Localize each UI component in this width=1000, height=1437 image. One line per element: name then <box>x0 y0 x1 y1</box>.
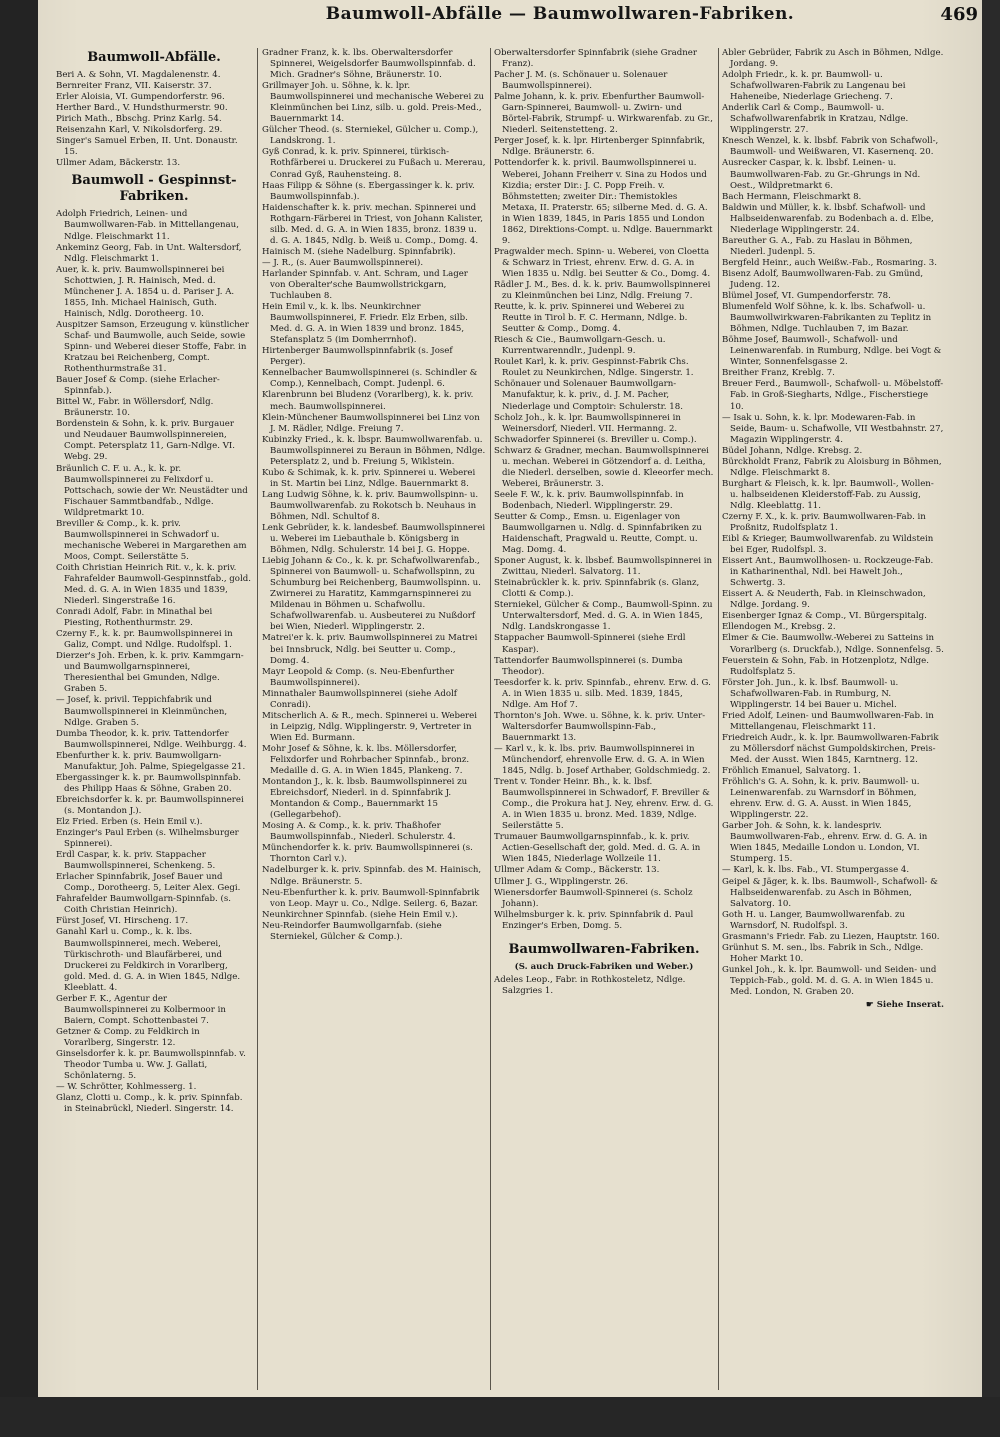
directory-entry: Teesdorfer k. k. priv. Spinnfab., ehrenv. Erw. d. G. A. in Wien 1835 u. silb. Med. 1839, 1845, Ndlge. Am Hof 7. <box>494 677 711 710</box>
directory-entry: Fröhlich Emanuel, Salvatorg. 1. <box>722 766 861 777</box>
directory-entry: Herther Bard., V. Hundsthurmerstr. 90. <box>56 103 228 114</box>
column-rule <box>257 48 258 1390</box>
directory-entry: Kennelbacher Baumwollspinnerei (s. Schindler & Comp.), Kennelbach, Compt. Judenpl. 6. <box>262 368 478 390</box>
directory-entry: Lang Ludwig Söhne, k. k. priv. Baumwollspinn- u. Baumwollwarenfab. zu Rokotsch b. Neuhaus in Böhmen, Ndl. Schultof 8. <box>262 489 479 522</box>
directory-entry: Adeles Leop., Fabr. in Rothkosteletz, Ndlge. Salzgries 1. <box>494 974 686 996</box>
directory-entry: Bräunlich C. F. u. A., k. k. pr. Baumwollspinnerei zu Felixdorf u. Pottschach, sowie der Wr. Neustädter und Fischauer Sammtbandfab., Ndlge. Wildpretmarkt 10. <box>56 463 248 518</box>
directory-entry: Erdl Caspar, k. k. priv. Stappacher Baumwollspinnerei, Schenkeng. 5. <box>56 850 216 872</box>
directory-entry: Grünhut S. M. sen., lbs. Fabrik in Sch., Ndlge. Hoher Markt 10. <box>722 942 924 964</box>
directory-entry: Coith Christian Heinrich Rit. v., k. k. priv. Fahrafelder Baumwoll-Gespinnstfab., gold. Med. d. G. A. in Wien 1835 und 1839, Niederl. Singerstraße 16. <box>56 562 251 607</box>
directory-entry: Goth H. u. Langer, Baumwollwarenfab. zu Warnsdorf, N. Rudolfspl. 3. <box>722 909 905 931</box>
directory-entry: Dierzer's Joh. Erben, k. k. priv. Kammgarn- und Baumwollgarnspinnerei, Theresienthal bei Gmunden, Ndlge. Graben 5. <box>56 651 244 695</box>
directory-entry: Klarenbrunn bei Bludenz (Vorarlberg), k. k. priv. mech. Baumwollspinnerei. <box>262 390 474 412</box>
directory-entry: Schwarz & Gradner, mechan. Baumwollspinnerei u. mechan. Weberei in Götzendorf a. d. Leitha, die Niederl. derselben, sowie d. Kleeorfer mech. Weberei, Bräunerstr. 3. <box>494 445 714 489</box>
directory-entry: Bauer Josef & Comp. (siehe Erlacher-Spinnfab.). <box>56 375 220 397</box>
directory-entry: Münchendorfer k. k. priv. Baumwollspinnerei (s. Thornton Carl v.). <box>262 843 473 865</box>
directory-entry: Enzinger's Paul Erben (s. Wilhelmsburger Spinnerei). <box>56 828 239 850</box>
directory-entry: — J. R., (s. Auer Baumwollspinnerei). <box>262 257 424 268</box>
page-number: 469 <box>940 4 978 25</box>
directory-entry: Haidenschafter k. k. priv. mechan. Spinnerei und Rothgarn-Färberei in Triest, von Johann Kalister, silb. Med. d. G. A. in Wien 1835, bronz. 1839 u. d. G. A. 1845, Ndlg. b. Weiß u. Comp., Domg. 4. <box>262 202 483 246</box>
directory-entry: Breither Franz, Kreblg. 7. <box>722 368 835 379</box>
directory-entry: Czerny F. X., k. k. priv. Baumwollwaren-Fab. in Proßnitz, Rudolfsplatz 1. <box>722 511 926 534</box>
directory-entry: Pirich Math., Bbschg. Prinz Karlg. 54. <box>56 114 222 125</box>
directory-entry: — Isak u. Sohn, k. k. lpr. Modewaren-Fab. in Seide, Baum- u. Schafwolle, VII Westbahnstr. 27, Magazin Wipplingerstr. 4. <box>722 412 944 445</box>
directory-entry: — W. Schrötter, Kohlmesserg. 1. <box>56 1082 197 1093</box>
directory-entry: Hainisch M. (siehe Nadelburg. Spinnfabrik). <box>262 246 456 257</box>
column-3 <box>494 48 714 1390</box>
directory-entry: Schönauer und Solenauer Baumwollgarn-Manufaktur, k. k. priv., d. J. M. Pacher, Niederlage und Comptoir: Schulerstr. 18. <box>494 379 683 412</box>
directory-entry: Mayr Leopold & Comp. (s. Neu-Ebenfurther Baumwollspinnerei). <box>262 666 455 688</box>
directory-entry: Eibl & Krieger, Baumwollwarenfab. zu Wildstein bei Eger, Rudolfspl. 3. <box>722 534 934 556</box>
directory-entry: Anderlik Carl & Comp., Baumwoll- u. Schafwollwarenfabrik in Kratzau, Ndlge. Wipplingerstr. 27. <box>722 103 909 136</box>
directory-entry: Grasmann's Friedr. Fab. zu Liezen, Hauptstr. 160. <box>722 931 940 942</box>
entry-list-waren <box>494 975 714 997</box>
directory-entry: Breviller & Comp., k. k. priv. Baumwollspinnerei in Schwadorf u. mechanische Weberei in Margarethen am Moos, Compt. Seilerstätte 5. <box>56 518 247 562</box>
directory-entry: Feuerstein & Sohn, Fab. in Hotzenplotz, Ndlge. Rudolfsplatz 5. <box>722 655 929 677</box>
directory-entry: Sterniekel, Gülcher & Comp., Baumwoll-Spinn. zu Unterwaltersdorf, Med. d. G. A. in Wien 1845, Ndlg. Landskrongasse 1. <box>494 600 713 633</box>
directory-entry: Ausrecker Caspar, k. k. lbsbf. Leinen- u. Baumwollwaren-Fab. zu Gr.-Ghrungs in Nd. Oest., Wildpretmarkt 6. <box>722 158 921 191</box>
directory-entry: Mohr Josef & Söhne, k. k. lbs. Möllersdorfer, Felixdorfer und Rohrbacher Spinnfab., bronz. Medaille d. G. A. in Wien 1845, Plankeng. 7. <box>262 743 470 777</box>
directory-entry: Ebenfurther k. k. priv. Baumwollgarn-Manufaktur, Joh. Palme, Spiegelgasse 21. <box>56 750 246 772</box>
directory-entry: Wilhelmsburger k. k. priv. Spinnfabrik d. Paul Enzinger's Erben, Domg. 5. <box>494 909 694 931</box>
directory-entry: Gerber F. K., Agentur der Baumwollspinnerei zu Kolbermoor in Baiern, Compt. Schottenbastei 7. <box>56 993 226 1026</box>
directory-entry: Elmer & Cie. Baumwollw.-Weberei zu Satteins in Vorarlberg (s. Druckfab.), Ndlge. Sonnenfelsg. 5. <box>722 633 944 655</box>
directory-entry: Ellendogen M., Krebsg. 2. <box>722 622 836 633</box>
directory-entry: Knesch Wenzel, k. k. lbsbf. Fabrik von Schafwoll-, Baumwoll- und Weißwaren, VI. Kasernenq. 20. <box>722 136 939 158</box>
directory-entry: Reisenzahn Karl, V. Nikolsdorferg. 29. <box>56 125 223 136</box>
directory-entry: Trent v. Tonder Heinr. Bh., k. k. lbsf. Baumwollspinnerei in Schwadorf, F. Breviller & Comp., die Prokura hat J. Ney, ehrenv. Erw. d. G. A. in Wien 1835 u. bronz. Med. 1839, Ndlge. Seilerstätte 5. <box>494 777 714 832</box>
directory-entry: Pottendorfer k. k. privil. Baumwollspinnerei u. Weberei, Johann Freiherr v. Sina zu Hodos und Kizdia; erster Dir.: J. C. Popp Freih. v. Böhmstetten; zweiter Dir.: Themistokles Metaxa, II. Praterstr. 65; silberne Med. d. G. A. in Wien 1839, 1845, in Paris 1855 und London 1862, Direktions-Compt. u. Ndlge. Bauernmarkt 9. <box>494 158 713 246</box>
directory-entry: Fürst Josef, VI. Hirscheng. 17. <box>56 916 189 927</box>
directory-entry: Beri A. & Sohn, VI. Magdalenenstr. 4. <box>56 70 221 80</box>
directory-entry: Seutter & Comp., Emsn. u. Eigenlager von Baumwollgarnen u. Ndlg. d. Spinnfabriken zu Haidenschaft, Pragwald u. Reutte, Compt. u. Mag. Domg. 4. <box>494 511 702 556</box>
directory-entry: Bordenstein & Sohn, k. k. priv. Burgauer und Neudauer Baumwollspinnereien, Compt. Petersplatz 11, Garn-Ndlge. VI. Webg. 29. <box>56 419 236 463</box>
directory-entry: — Karl, k. k. lbs. Fab., VI. Stumpergasse 4. <box>722 865 910 876</box>
directory-entry: Geipel & Jäger, k. k. lbs. Baumwoll-, Schafwoll- & Halbseidenwarenfab. zu Asch in Böhmen, Salvatorg. 10. <box>722 876 938 909</box>
directory-entry: Montandon J., k. k. lbsb. Baumwollspinnerei zu Ebreichsdorf, Niederl. in d. Spinnfabrik J. Montandon & Comp., Bauernmarkt 15 (Gellegarbehof). <box>262 777 468 821</box>
column-rule <box>490 48 491 1390</box>
directory-entry: Haas Filipp & Söhne (s. Ebergassinger k. k. priv. Baumwollspinnfab.). <box>262 180 475 202</box>
directory-entry: Pacher J. M. (s. Schönauer u. Solenauer Baumwollspinnerei). <box>494 70 668 92</box>
directory-entry: Dumba Theodor, k. k. priv. Tattendorfer Baumwollspinnerei, Ndlge. Weihburgg. 4. <box>56 728 247 750</box>
directory-entry: Steinabrückler k. k. priv. Spinnfabrik (s. Glanz, Clotti & Comp.). <box>494 578 700 600</box>
directory-entry: Fröhlich's G. A. Sohn, k. k. priv. Baumwoll- u. Leinenwarenfab. zu Warnsdorf in Böhmen, ehrenv. Erw. d. G. A. Ausst. in Wien 1845, Wipplingerstr. 22. <box>722 777 920 821</box>
directory-entry: Garber Joh. & Sohn, k. k. landespriv. Baumwollwaren-Fab., ehrenv. Erw. d. G. A. in Wien 1845, Medaille London u. London, VI. Stumperg. 15. <box>722 821 928 865</box>
directory-entry: Ebergassinger k. k. pr. Baumwollspinnfab. des Philipp Haas & Söhne, Graben 20. <box>56 772 242 794</box>
directory-entry: Fried Adolf, Leinen- und Baumwollwaren-Fab. in Mittellangenau, Fleischmarkt 11. <box>722 710 934 732</box>
directory-entry: Ganahl Karl u. Comp., k. k. lbs. Baumwollspinnerei, mech. Weberei, Türkischroth- und Blaufärberei, und Druckerei zu Feldkirch in Vorarlberg, gold. Med. d. G. A. in Wien 1845, Ndlge. Kleeblatt. 4. <box>56 927 241 993</box>
inserat-note: ☛ Siehe Inserat. <box>866 1000 944 1011</box>
section-heading-waren: Baumwollwaren-Fabriken. <box>508 941 700 957</box>
column-4 <box>722 48 944 1390</box>
directory-entry: Lenk Gebrüder, k. k. landesbef. Baumwollspinnerei u. Weberei im Liebauthale b. Königsberg in Böhmen, Ndlg. Schulerstr. 14 bei J. G. Hoppe. <box>262 523 486 556</box>
directory-entry: Ullmer Adam & Comp., Bäckerstr. 13. <box>494 865 660 876</box>
directory-entry: — Josef, k. privil. Teppichfabrik und Baumwollspinnerei in Kleinmünchen, Ndlge. Graben 5. <box>56 695 228 728</box>
section-heading-gespinst: Baumwoll - Gespinnst-Fabriken. <box>71 173 237 205</box>
directory-entry: Eisenberger Ignaz & Comp., VI. Bürgerspitalg. <box>722 611 927 622</box>
directory-entry: Böhme Josef, Baumwoll-, Schafwoll- und Leinenwarenfab. in Rumburg, Ndlge. bei Vogt & Winter, Sonnenfelsgasse 2. <box>722 335 942 368</box>
directory-entry: Neu-Ebenfurther k. k. priv. Baumwoll-Spinnfabrik von Leop. Mayr u. Co., Ndlge. Seilerg. 6, Bazar. <box>262 887 480 909</box>
entry-list-gespinst-cont <box>262 48 486 943</box>
directory-entry: — Karl v., k. k. lbs. priv. Baumwollspinnerei in Münchendorf, ehrenvolle Erw. d. G. A. in Wien 1845, Ndlg. b. Josef Arthaber, Goldschmiedg. 2. <box>494 743 711 777</box>
directory-entry: Harlander Spinnfab. v. Ant. Schram, und Lager von Oberalter'sche Baumwollstrickgarn, Tuchlauben 8. <box>262 268 468 302</box>
inserat-note-text: Siehe Inserat. <box>876 1000 944 1011</box>
directory-entry: Elz Fried. Erben (s. Hein Emil v.). <box>56 817 203 827</box>
directory-entry: Czerny F., k. k. pr. Baumwollspinnerei in Galiz, Compt. und Ndlge. Rudolfspl. 1. <box>56 629 233 651</box>
directory-entry: Erlacher Spinnfabrik, Josef Bauer und Comp., Dorotheerg. 5, Leiter Alex. Gegi. <box>56 872 241 894</box>
directory-entry: Gyß Conrad, k. k. priv. Spinnerei, türkisch-Rothfärberei u. Druckerei zu Fußach u. Mererau, Conrad Gyß, Rauhensteing. 8. <box>262 147 486 180</box>
directory-entry: Bach Hermann, Fleischmarkt 8. <box>722 191 862 202</box>
directory-entry: Bürckholdt Franz, Fabrik zu Aloisburg in Böhmen, Ndlge. Fleischmarkt 8. <box>722 456 942 478</box>
directory-entry: Baldwin und Müller, k. k. lbsbf. Schafwoll- und Halbseidenwarenfab. zu Bodenbach a. d. Elbe, Niederlage Wipplingerstr. 24. <box>722 202 934 235</box>
directory-entry: Erler Aloisia, VI. Gumpendorferstr. 96. <box>56 92 225 103</box>
section-subheading-waren: (S. auch Druck-Fabriken und Weber.) <box>514 961 694 972</box>
directory-entry: Riesch & Cie., Baumwollgarn-Gesch. u. Kurrentwarenndlr., Judenpl. 9. <box>494 335 666 357</box>
scan-border-bottom <box>0 1397 1000 1437</box>
directory-entry: Eissert A. & Neuderth, Fab. in Kleinschwadon, Ndlge. Jordang. 9. <box>722 589 926 611</box>
directory-entry: Neu-Reindorfer Baumwollgarnfab. (siehe Sterniekel, Gülcher & Comp.). <box>262 920 442 942</box>
entry-list-gespinst <box>56 209 252 1115</box>
directory-entry: Conradi Adolf, Fabr. in Minathal bei Piesting, Rothenthurmstr. 29. <box>56 607 213 629</box>
entry-list-abfaelle <box>56 70 252 169</box>
directory-entry: Tattendorfer Baumwollspinnerei (s. Dumba Theodor). <box>494 655 683 677</box>
directory-entry: Büdel Johann, Ndlge. Krebsg. 2. <box>722 445 863 456</box>
directory-entry: Palme Johann, k. k. priv. Ebenfurther Baumwoll-Garn-Spinnerei, Baumwoll- u. Zwirn- und Börtel-Fabrik, Strumpf- u. Wirkwarenfab. zu Gr., Niederl. Seitenstetteng. 2. <box>494 92 713 136</box>
directory-entry: Rädler J. M., Bes. d. k. k. priv. Baumwollspinnerei zu Kleinmünchen bei Linz, Ndlg. Freiung 7. <box>494 279 711 302</box>
directory-entry: Nadelburger k. k. priv. Spinnfab. des M. Hainisch, Ndlge. Bräunerstr. 5. <box>262 865 482 887</box>
directory-entry: Perger Josef, k. k. lpr. Hirtenberger Spinnfabrik, Ndlge. Bräunerstr. 6. <box>494 136 706 158</box>
directory-entry: Gunkel Joh., k. k. lpr. Baumwoll- und Seiden- und Teppich-Fab., gold. M. d. G. A. in Wien 1845 u. Med. London, N. Graben 20. <box>722 964 937 997</box>
directory-entry: Auer, k. k. priv. Baumwollspinnerei bei Schottwien, J. R. Hainisch, Med. d. Münchener J. A. 1854 u. d. Pariser J. A. 1855, Inh. Michael Hainisch, Guth. Hainisch, Ndlg. Dorotheerg. 10. <box>56 264 235 319</box>
directory-entry: Roulet Karl, k. k. priv. Gespinnst-Fabrik Chs. Roulet zu Neunkirchen, Ndlge. Singerstr. 1. <box>494 357 694 379</box>
directory-entry: Ullmer J. G., Wipplingerstr. 26. <box>494 876 629 887</box>
directory-entry: Ginselsdorfer k. k. pr. Baumwollspinnfab. v. Theodor Tumba u. Ww. J. Gallati, Schönlaterng. 5. <box>56 1048 246 1082</box>
directory-entry: Gülcher Theod. (s. Sterniekel, Gülcher u. Comp.), Landskrong. 1. <box>262 125 479 147</box>
directory-entry: Thornton's Joh. Wwe. u. Söhne, k. k. priv. Unter-Waltersdorfer Baumwollspinn-Fab., Bauernmarkt 13. <box>494 710 706 743</box>
directory-entry: Matrei'er k. k. priv. Baumwollspinnerei zu Matrei bei Innsbruck, Ndlg. bei Seutter u. Comp., Domg. 4. <box>262 633 478 666</box>
directory-entry: Mitscherlich A. & R., mech. Spinnerei u. Weberei in Leipzig, Ndlg. Wipplingerstr. 9, Vertreter in Wien Ed. Burmann. <box>262 710 478 743</box>
directory-entry: Bernreiter Franz, VII. Kaiserstr. 37. <box>56 81 212 92</box>
directory-entry: Bittel W., Fabr. in Wöllersdorf, Ndlg. Bräunerstr. 10. <box>56 397 214 419</box>
directory-entry: Burghart & Fleisch, k. k. lpr. Baumwoll-, Wollen- u. halbseidenen Kleiderstoff-Fab. zu Aussig, Ndlg. Kleeblattg. 11. <box>722 478 934 511</box>
directory-entry: Singer's Samuel Erben, II. Unt. Donaustr. 15. <box>56 136 238 158</box>
column-2 <box>262 48 486 1390</box>
directory-entry: Neunkirchner Spinnfab. (siehe Hein Emil v.). <box>262 909 458 920</box>
directory-entry: Ebreichsdorfer k. k. pr. Baumwollspinnerei (s. Montandon J.). <box>56 794 244 816</box>
directory-entry: Minnathaler Baumwollspinnerei (siehe Adolf Conradi). <box>262 688 457 710</box>
directory-entry: Adolph Friedrich, Leinen- und Baumwollwaren-Fab. in Mittellangenau, Ndlge. Fleischmarkt 11. <box>56 209 239 242</box>
directory-entry: Pragwalder mech. Spinn- u. Weberei, von Cloetta & Schwarz in Triest, ehrenv. Erw. d. G. A. in Wien 1835 u. Ndlg. bei Seutter & Co., Domg. 4. <box>494 246 711 279</box>
directory-entry: Kubo & Schimak, k. k. priv. Spinnerei u. Weberei in St. Martin bei Linz, Ndlge. Bauernmarkt 8. <box>262 467 476 489</box>
directory-entry: Hein Emil v., k. k. lbs. Neunkirchner Baumwollspinnerei, F. Friedr. Elz Erben, silb. Med. d. G. A. in Wien 1839 und bronz. 1845, Stefansplatz 5 (im Domherrnhof). <box>262 302 468 346</box>
entry-list-gespinst-cont-2 <box>494 48 714 932</box>
directory-entry: Oberwaltersdorfer Spinnfabrik (siehe Gradner Franz). <box>494 48 697 70</box>
directory-entry: Bareuther G. A., Fab. zu Haslau in Böhmen, Niederl. Judenpl. 5. <box>722 235 913 257</box>
directory-entry: Grillmayer Joh. u. Söhne, k. k. lpr. Baumwollspinnerei und mechanische Weberei zu Kleinmünchen bei Linz, silb. u. gold. Preis-Med., Bauernmarkt 14. <box>262 81 485 125</box>
directory-entry: Klein-Münchener Baumwollspinnerei bei Linz von J. M. Rädler, Ndlge. Freiung 7. <box>262 412 480 434</box>
directory-entry: Eissert Ant., Baumwollhosen- u. Rockzeuge-Fab. in Katharinenthal, Ndl. bei Hawelt Joh., Schwertg. 3. <box>722 556 934 589</box>
directory-entry: Sponer August, k. k. lbsbef. Baumwollspinnerei in Zwittau, Niederl. Salvatorg. 11. <box>494 556 712 578</box>
directory-entry: Bergfeld Heinr., auch Weißw.-Fab., Rosmaring. 3. <box>722 257 937 268</box>
directory-entry: Trumauer Baumwollgarnspinnfab., k. k. priv. Actien-Gesellschaft der, gold. Med. d. G. A. in Wien 1845, Niederlage Wollzeile 11. <box>494 832 701 865</box>
directory-entry: Schwadorfer Spinnerei (s. Breviller u. Comp.). <box>494 434 697 445</box>
directory-entry: Reutte, k. k. priv. Spinnerei und Weberei zu Reutte in Tirol b. F. C. Hermann, Ndlge. b. Seutter & Comp., Domg. 4. <box>494 302 688 335</box>
directory-entry: Seele F. W., k. k. priv. Baumwollspinnfab. in Bodenbach, Niederl. Wipplingerstr. 29. <box>494 489 684 511</box>
directory-columns <box>56 48 946 1390</box>
directory-entry: Liebig Johann & Co., k. k. pr. Schafwollwarenfab., Spinnerei von Baumwoll- u. Schafwollspinn, zu Schumburg bei Reichenberg, Baumwollspinn. u. Zwirnerei zu Haratitz, Kammgarnspinnerei zu Mildenau in Böhmen u. Schafwollu. Schafwollwarenfab. u. Ausbeuterei zu Nußdorf bei Wien, Niederl. Wipplingerstr. 2. <box>262 556 481 633</box>
directory-entry: Adolph Friedr., k. k. pr. Baumwoll- u. Schafwollwaren-Fabrik zu Langenau bei Haheneibe, Niederlage Griecheng. 7. <box>722 70 906 103</box>
directory-entry: Kubinzky Fried., k. k. lbspr. Baumwollwarenfab. u. Baumwollspinnerei zu Beraun in Böhmen, Ndlge. Petersplatz 2, und b. Freiung 5, Wiklstein. <box>262 434 486 467</box>
directory-entry: Auspitzer Samson, Erzeugung v. künstlicher Schaf- und Baumwolle, auch Seide, sowie Spinn- und Weberei dieser Stoffe, Fabr. in Kratzau bei Reichenberg, Compt. Rothenthurmstraße 31. <box>56 319 249 375</box>
directory-entry: Getzner & Comp. zu Feldkirch in Vorarlberg, Singerstr. 12. <box>56 1026 200 1048</box>
scan-border-right <box>982 0 1000 1437</box>
directory-entry: Blumenfeld Wolf Söhne, k. k. lbs. Schafwoll- u. Baumwollwirkwaren-Fabrikanten zu Teplitz in Böhmen, Ndlge. Tuchlauben 7, im Bazar. <box>722 302 932 335</box>
directory-entry: Ankeminz Georg, Fab. in Unt. Waltersdorf, Ndlg. Fleischmarkt 1. <box>56 242 242 264</box>
directory-entry: Breuer Ferd., Baumwoll-, Schafwoll- u. Möbelstoff-Fab. in Groß-Siegharts, Ndlge., Fischerstiege 10. <box>722 379 944 412</box>
directory-entry: Ullmer Adam, Bäckerstr. 13. <box>56 158 181 169</box>
running-header: Baumwoll-Abfälle — Baumwollwaren-Fabriken. <box>325 4 795 24</box>
directory-entry: Bisenz Adolf, Baumwollwaren-Fab. zu Gmünd, Judeng. 12. <box>722 268 924 290</box>
directory-entry: Förster Joh. Jun., k. k. lbsf. Baumwoll- u. Schafwollwaren-Fab. in Rumburg, N. Wipplingerstr. 14 bei Bauer u. Michel. <box>722 677 899 710</box>
directory-entry: Fahrafelder Baumwollgarn-Spinnfab. (s. Coith Christian Heinrich). <box>56 894 232 916</box>
directory-entry: Wienersdorfer Baumwoll-Spinnerei (s. Scholz Johann). <box>494 887 693 909</box>
directory-entry: Hirtenberger Baumwollspinnfabrik (s. Josef Perger). <box>262 346 453 368</box>
directory-entry: Mosing A. & Comp., k. k. priv. Thaßhofer Baumwollspinnfab., Niederl. Schulerstr. 4. <box>262 821 456 843</box>
directory-entry: Glanz, Clotti u. Comp., k. k. priv. Spinnfab. in Steinabrückl, Niederl. Singerstr. 14. <box>56 1093 243 1115</box>
directory-entry: Blümel Josef, VI. Gumpendorferstr. 78. <box>722 291 891 302</box>
directory-entry: Abler Gebrüder, Fabrik zu Asch in Böhmen, Ndlge. Jordang. 9. <box>722 48 944 70</box>
section-heading-abfaelle: Baumwoll-Abfälle. <box>87 50 221 65</box>
column-rule <box>718 48 719 1390</box>
directory-entry: Stappacher Baumwoll-Spinnerei (siehe Erdl Kaspar). <box>494 633 686 655</box>
directory-entry: Gradner Franz, k. k. lbs. Oberwaltersdorfer Spinnerei, Weigelsdorfer Baumwollspinnfab. d. Mich. Gradner's Söhne, Bräunerstr. 10. <box>262 48 476 81</box>
scan-border-left <box>0 0 38 1437</box>
directory-entry: Friedreich Audr., k. k. lpr. Baumwollwaren-Fabrik zu Möllersdorf nächst Gumpoldskirchen, Preis-Med. der Ausst. Wien 1845, Karntnerg. 12. <box>722 732 939 765</box>
directory-entry: Scholz Joh., k. k. lpr. Baumwollspinnerei in Weinersdorf, Niederl. VII. Hermanng. 2. <box>494 412 681 434</box>
column-1 <box>56 48 252 1390</box>
entry-list-waren-cont <box>722 48 944 998</box>
